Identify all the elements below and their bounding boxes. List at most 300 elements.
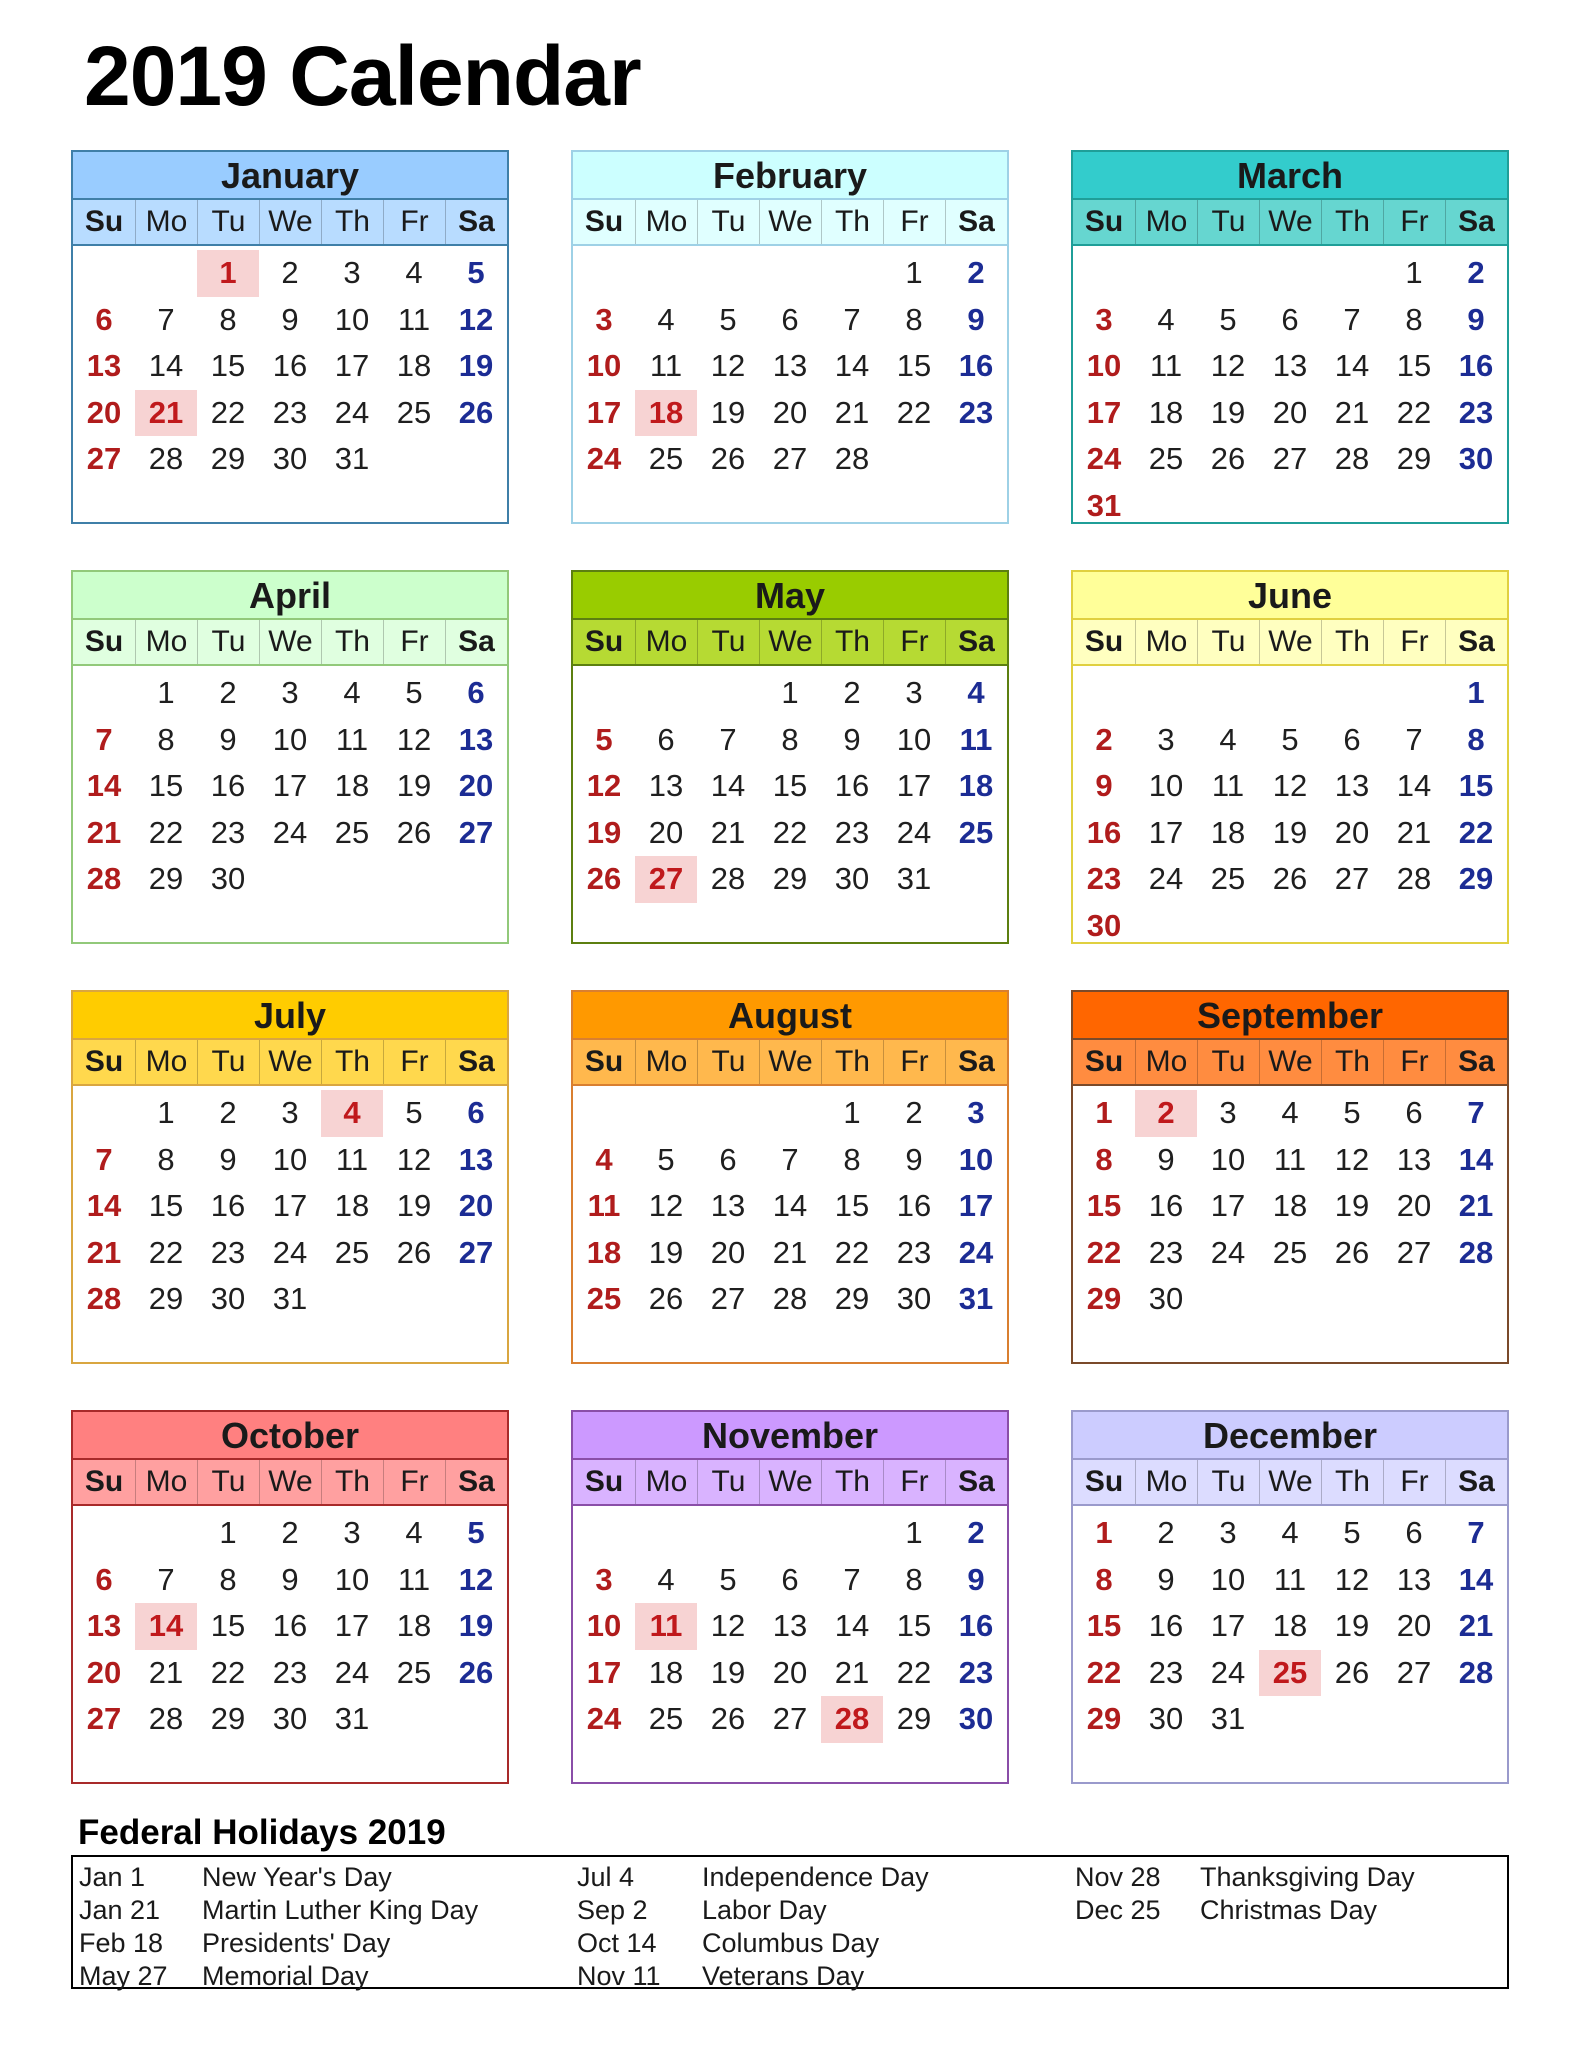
holiday-date: May 27	[79, 1961, 168, 1991]
day-cell: 23	[834, 814, 870, 850]
day-cell: 5	[595, 721, 613, 757]
day-cell: 12	[396, 1141, 432, 1177]
day-cell: 22	[896, 1654, 932, 1690]
holiday-name: Independence Day	[702, 1862, 929, 1892]
day-cell: 10	[334, 1561, 370, 1597]
holiday-name: Columbus Day	[702, 1928, 880, 1958]
day-cell: 16	[1148, 1608, 1184, 1643]
day-cell: 7	[95, 721, 113, 757]
day-cell: 1	[843, 1095, 861, 1130]
day-cell: 1	[219, 1515, 237, 1550]
day-cell: 5	[1343, 1515, 1361, 1550]
day-cell: 12	[458, 301, 494, 337]
weekday-label: Th	[1321, 1040, 1383, 1084]
day-cell: 8	[1405, 301, 1423, 337]
day-cell: 22	[148, 1234, 184, 1270]
holiday-row	[79, 1960, 499, 1993]
empty-cell	[635, 250, 697, 297]
day-cell: 17	[1210, 1608, 1246, 1643]
day-cell: 30	[272, 1701, 308, 1736]
day-cell: 25	[334, 1234, 370, 1270]
day-cell: 28	[148, 441, 184, 476]
day-cell: 16	[958, 348, 994, 383]
empty-cell	[697, 1510, 759, 1557]
day-cell: 26	[458, 394, 494, 430]
month-title: May	[573, 572, 1007, 618]
weekday-label: Sa	[1445, 200, 1507, 244]
day-cell: 9	[1095, 768, 1113, 803]
weekday-label: Su	[584, 205, 624, 238]
day-cell: 31	[334, 1701, 370, 1736]
days-grid	[73, 1506, 507, 1743]
weekday-label: Tu	[197, 1460, 259, 1504]
day-cell: 6	[95, 1561, 113, 1597]
holiday-row	[577, 1861, 997, 1894]
day-cell: 1	[1467, 675, 1485, 710]
day-cell: 14	[710, 768, 746, 803]
weekday-label: We	[1259, 620, 1321, 664]
day-cell: 7	[157, 1561, 175, 1597]
days-grid	[573, 246, 1007, 483]
day-cell: 29	[148, 1281, 184, 1316]
day-cell: 8	[1095, 1561, 1113, 1597]
day-cell: 19	[396, 768, 432, 803]
holiday-name: Thanksgiving Day	[1200, 1862, 1415, 1892]
day-cell: 15	[1086, 1608, 1122, 1643]
day-cell: 29	[148, 861, 184, 896]
weekday-label: Su	[84, 1465, 124, 1498]
day-cell: 28	[710, 861, 746, 896]
holiday-day: 21	[135, 390, 197, 437]
day-cell: 20	[648, 814, 684, 850]
day-cell: 22	[772, 814, 808, 850]
day-cell: 20	[772, 394, 808, 430]
day-cell: 22	[834, 1234, 870, 1270]
day-cell: 16	[896, 1188, 932, 1223]
days-grid	[573, 1506, 1007, 1743]
day-cell: 25	[1272, 1234, 1308, 1270]
day-cell: 19	[458, 1608, 494, 1643]
weekday-label: Fr	[383, 200, 445, 244]
day-cell: 15	[896, 1608, 932, 1643]
day-cell: 11	[397, 1561, 431, 1597]
day-cell: 7	[1467, 1095, 1485, 1130]
day-cell: 28	[834, 441, 870, 476]
weekday-label: Fr	[1383, 1040, 1445, 1084]
weekday-header	[1073, 1458, 1507, 1506]
month-title: December	[1073, 1412, 1507, 1458]
day-cell: 1	[905, 1515, 923, 1550]
day-cell: 16	[1148, 1188, 1184, 1223]
day-cell: 2	[281, 255, 299, 290]
weekday-label: Sa	[1445, 620, 1507, 664]
weekday-label: We	[259, 1040, 321, 1084]
holiday-date: Oct 14	[577, 1928, 657, 1958]
day-cell: 24	[272, 814, 308, 850]
day-cell: 16	[272, 348, 308, 383]
weekday-label: Mo	[135, 200, 197, 244]
days-grid	[1073, 1086, 1507, 1323]
day-cell: 26	[710, 441, 746, 476]
day-cell: 1	[1095, 1515, 1113, 1550]
day-cell: 16	[272, 1608, 308, 1643]
weekday-label: Su	[584, 1045, 624, 1078]
day-cell: 9	[843, 721, 861, 757]
weekday-label: Su	[84, 625, 124, 658]
day-cell: 4	[343, 675, 361, 710]
day-cell: 21	[772, 1234, 808, 1270]
day-cell: 1	[1095, 1095, 1113, 1130]
weekday-label: Mo	[1135, 1460, 1197, 1504]
day-cell: 6	[467, 675, 485, 710]
day-cell: 29	[210, 1701, 246, 1736]
weekday-label: Th	[321, 1460, 383, 1504]
month-december	[1071, 1410, 1509, 1784]
day-cell: 12	[1210, 348, 1246, 383]
day-cell: 29	[1086, 1281, 1122, 1316]
day-cell: 29	[1396, 441, 1432, 476]
day-cell: 8	[219, 301, 237, 337]
day-cell: 21	[834, 394, 870, 430]
weekday-header	[573, 1038, 1007, 1086]
day-cell: 14	[1458, 1561, 1494, 1597]
day-cell: 11	[397, 301, 431, 337]
day-cell: 30	[1458, 441, 1494, 476]
day-cell: 3	[1219, 1095, 1237, 1130]
holidays-title: Federal Holidays 2019	[78, 1813, 446, 1852]
weekday-label: Mo	[1135, 1040, 1197, 1084]
day-cell: 22	[896, 394, 932, 430]
weekday-label: Tu	[197, 620, 259, 664]
month-title: September	[1073, 992, 1507, 1038]
day-cell: 3	[595, 301, 613, 337]
day-cell: 24	[334, 1654, 370, 1690]
day-cell: 10	[958, 1141, 994, 1177]
day-cell: 30	[1148, 1281, 1184, 1316]
day-cell: 12	[1334, 1141, 1370, 1177]
day-cell: 21	[1458, 1188, 1494, 1223]
empty-cell	[1383, 670, 1445, 717]
day-cell: 21	[710, 814, 746, 850]
day-cell: 3	[343, 1515, 361, 1550]
weekday-label: Fr	[883, 1460, 945, 1504]
day-cell: 8	[157, 721, 175, 757]
day-cell: 9	[967, 1561, 985, 1597]
empty-cell	[1135, 250, 1197, 297]
day-cell: 13	[86, 1608, 122, 1643]
day-cell: 31	[896, 861, 932, 896]
day-cell: 14	[86, 768, 122, 803]
day-cell: 21	[86, 814, 122, 850]
days-grid	[1073, 666, 1507, 944]
day-cell: 19	[586, 814, 622, 850]
weekday-label: We	[759, 200, 821, 244]
day-cell: 30	[272, 441, 308, 476]
weekday-label: Su	[84, 205, 124, 238]
weekday-label: Su	[1084, 1045, 1124, 1078]
day-cell: 12	[458, 1561, 494, 1597]
day-cell: 22	[1086, 1234, 1122, 1270]
day-cell: 26	[396, 814, 432, 850]
weekday-header	[573, 618, 1007, 666]
day-cell: 24	[334, 394, 370, 430]
day-cell: 9	[1467, 301, 1485, 337]
day-cell: 26	[1210, 441, 1246, 476]
day-cell: 29	[896, 1701, 932, 1736]
day-cell: 4	[1281, 1095, 1299, 1130]
weekday-label: Tu	[197, 200, 259, 244]
weekday-label: Mo	[635, 620, 697, 664]
day-cell: 29	[210, 441, 246, 476]
empty-cell	[73, 670, 135, 717]
day-cell: 4	[967, 675, 985, 710]
day-cell: 9	[281, 1561, 299, 1597]
weekday-label: Mo	[1135, 620, 1197, 664]
day-cell: 17	[334, 348, 370, 383]
day-cell: 4	[1157, 301, 1175, 337]
empty-cell	[759, 1510, 821, 1557]
day-cell: 17	[1210, 1188, 1246, 1223]
holiday-day: 1	[197, 250, 259, 297]
day-cell: 21	[1396, 814, 1432, 850]
weekday-label: Sa	[445, 1460, 507, 1504]
day-cell: 26	[648, 1281, 684, 1316]
holiday-name: Martin Luther King Day	[202, 1895, 479, 1925]
day-cell: 17	[272, 1188, 308, 1223]
day-cell: 4	[1219, 721, 1237, 757]
day-cell: 31	[958, 1281, 994, 1316]
day-cell: 13	[710, 1188, 746, 1223]
empty-cell	[573, 1510, 635, 1557]
weekday-header	[573, 198, 1007, 246]
day-cell: 16	[210, 1188, 246, 1223]
day-cell: 12	[1334, 1561, 1370, 1597]
day-cell: 20	[1272, 394, 1308, 430]
weekday-header	[73, 1458, 507, 1506]
weekday-label: Sa	[445, 620, 507, 664]
holiday-name: Labor Day	[702, 1895, 827, 1925]
day-cell: 23	[1148, 1234, 1184, 1270]
weekday-label: We	[259, 620, 321, 664]
day-cell: 25	[958, 814, 994, 850]
empty-cell	[1197, 250, 1259, 297]
day-cell: 13	[86, 348, 122, 383]
day-cell: 24	[586, 441, 622, 476]
day-cell: 28	[86, 1281, 122, 1316]
day-cell: 2	[1157, 1515, 1175, 1550]
month-title: January	[73, 152, 507, 198]
day-cell: 20	[86, 1654, 122, 1690]
day-cell: 6	[1405, 1515, 1423, 1550]
weekday-label: We	[759, 620, 821, 664]
day-cell: 13	[1272, 348, 1308, 383]
day-cell: 26	[586, 861, 622, 896]
day-cell: 27	[710, 1281, 746, 1316]
day-cell: 6	[719, 1141, 737, 1177]
empty-cell	[821, 250, 883, 297]
day-cell: 31	[272, 1281, 308, 1316]
empty-cell	[135, 250, 197, 297]
weekday-label: Th	[821, 620, 883, 664]
weekday-label: Tu	[697, 1040, 759, 1084]
day-cell: 3	[1219, 1515, 1237, 1550]
empty-cell	[821, 1510, 883, 1557]
month-title: August	[573, 992, 1007, 1038]
holiday-name: Veterans Day	[702, 1961, 865, 1991]
weekday-label: We	[259, 200, 321, 244]
weekday-label: Sa	[1445, 1040, 1507, 1084]
day-cell: 31	[334, 441, 370, 476]
day-cell: 15	[1396, 348, 1432, 383]
day-cell: 3	[343, 255, 361, 290]
day-cell: 24	[1086, 441, 1122, 476]
month-september	[1071, 990, 1509, 1364]
month-title: October	[73, 1412, 507, 1458]
day-cell: 22	[210, 394, 246, 430]
month-march	[1071, 150, 1509, 524]
day-cell: 23	[210, 814, 246, 850]
day-cell: 25	[1148, 441, 1184, 476]
day-cell: 14	[772, 1188, 808, 1223]
weekday-label: Sa	[445, 200, 507, 244]
day-cell: 3	[1095, 301, 1113, 337]
day-cell: 20	[458, 1188, 494, 1223]
month-title: February	[573, 152, 1007, 198]
day-cell: 27	[772, 1701, 808, 1736]
day-cell: 21	[834, 1654, 870, 1690]
month-title: November	[573, 1412, 1007, 1458]
empty-cell	[1197, 670, 1259, 717]
day-cell: 6	[657, 721, 675, 757]
day-cell: 10	[1148, 768, 1184, 803]
holiday-row	[577, 1927, 997, 1960]
holiday-row	[79, 1894, 499, 1927]
day-cell: 24	[1148, 861, 1184, 896]
day-cell: 25	[648, 441, 684, 476]
day-cell: 11	[335, 1141, 369, 1177]
day-cell: 17	[896, 768, 932, 803]
day-cell: 20	[1334, 814, 1370, 850]
day-cell: 16	[958, 1608, 994, 1643]
day-cell: 23	[1458, 394, 1494, 430]
empty-cell	[573, 250, 635, 297]
day-cell: 10	[272, 721, 308, 757]
empty-cell	[1073, 250, 1135, 297]
weekday-label: Fr	[883, 1040, 945, 1084]
weekday-label: Sa	[945, 1040, 1007, 1084]
empty-cell	[73, 1510, 135, 1557]
holiday-name: Presidents' Day	[202, 1928, 391, 1958]
weekday-label: Tu	[697, 1460, 759, 1504]
day-cell: 5	[467, 255, 485, 290]
weekday-label: Fr	[1383, 1460, 1445, 1504]
day-cell: 10	[896, 721, 932, 757]
weekday-header	[1073, 618, 1507, 666]
day-cell: 23	[1148, 1654, 1184, 1690]
month-may	[571, 570, 1009, 944]
weekday-label: Th	[1321, 1460, 1383, 1504]
holidays-column	[577, 1861, 997, 1993]
day-cell: 21	[148, 1654, 184, 1690]
day-cell: 12	[710, 1608, 746, 1643]
day-cell: 16	[834, 768, 870, 803]
day-cell: 2	[905, 1095, 923, 1130]
day-cell: 5	[719, 1561, 737, 1597]
day-cell: 9	[1157, 1561, 1175, 1597]
day-cell: 2	[967, 1515, 985, 1550]
weekday-label: Th	[321, 200, 383, 244]
day-cell: 9	[905, 1141, 923, 1177]
day-cell: 23	[896, 1234, 932, 1270]
day-cell: 30	[958, 1701, 994, 1736]
day-cell: 3	[595, 1561, 613, 1597]
weekday-header	[1073, 198, 1507, 246]
day-cell: 26	[396, 1234, 432, 1270]
day-cell: 5	[1219, 301, 1237, 337]
day-cell: 8	[157, 1141, 175, 1177]
day-cell: 24	[272, 1234, 308, 1270]
weekday-label: Fr	[1383, 620, 1445, 664]
holiday-day: 14	[135, 1603, 197, 1650]
holiday-name: Christmas Day	[1200, 1895, 1378, 1925]
day-cell: 10	[272, 1141, 308, 1177]
weekday-label: Tu	[697, 620, 759, 664]
weekday-label: Su	[84, 1045, 124, 1078]
day-cell: 2	[281, 1515, 299, 1550]
weekday-label: Mo	[1135, 200, 1197, 244]
day-cell: 14	[1458, 1141, 1494, 1177]
day-cell: 19	[648, 1234, 684, 1270]
day-cell: 5	[405, 1095, 423, 1130]
day-cell: 18	[396, 348, 432, 383]
empty-cell	[1073, 670, 1135, 717]
weekday-header	[73, 198, 507, 246]
holiday-date: Jan 1	[79, 1862, 146, 1892]
day-cell: 4	[657, 301, 675, 337]
day-cell: 12	[648, 1188, 684, 1223]
day-cell: 15	[1458, 768, 1494, 803]
month-october	[71, 1410, 509, 1784]
day-cell: 3	[1157, 721, 1175, 757]
weekday-label: We	[1259, 1460, 1321, 1504]
holiday-date: Jan 21	[79, 1895, 161, 1925]
day-cell: 17	[586, 394, 622, 430]
day-cell: 7	[95, 1141, 113, 1177]
day-cell: 1	[781, 675, 799, 710]
day-cell: 12	[396, 721, 432, 757]
weekday-label: Fr	[1383, 200, 1445, 244]
day-cell: 11	[649, 348, 683, 383]
days-grid	[1073, 1506, 1507, 1743]
day-cell: 15	[1086, 1188, 1122, 1223]
day-cell: 10	[334, 301, 370, 337]
day-cell: 17	[586, 1654, 622, 1690]
day-cell: 17	[272, 768, 308, 803]
day-cell: 5	[719, 301, 737, 337]
day-cell: 22	[148, 814, 184, 850]
day-cell: 11	[587, 1188, 621, 1223]
weekday-label: Tu	[1197, 620, 1259, 664]
day-cell: 15	[834, 1188, 870, 1223]
empty-cell	[135, 1510, 197, 1557]
day-cell: 30	[210, 861, 246, 896]
day-cell: 13	[1396, 1141, 1432, 1177]
day-cell: 19	[1272, 814, 1308, 850]
day-cell: 12	[1272, 768, 1308, 803]
weekday-label: Mo	[135, 620, 197, 664]
holiday-day: 25	[1259, 1650, 1321, 1697]
holiday-date: Sep 2	[577, 1895, 648, 1925]
